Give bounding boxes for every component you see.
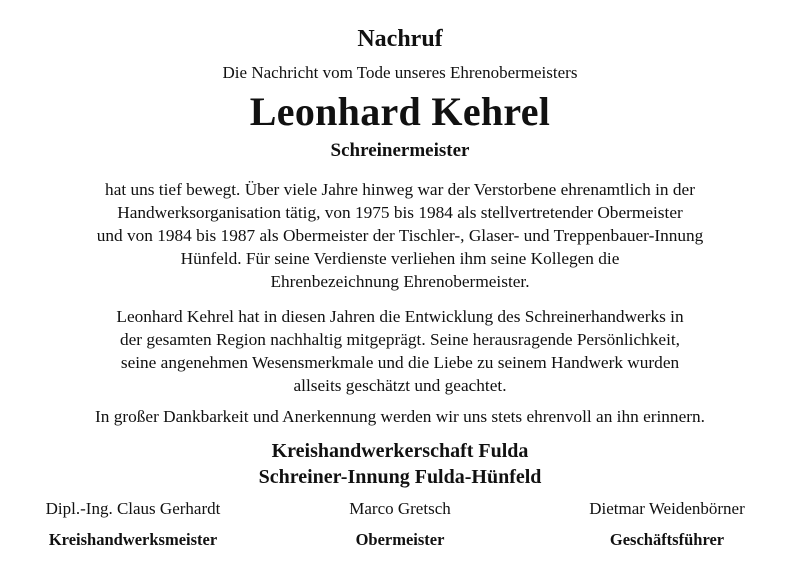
paragraph-tribute (30, 178, 770, 293)
paragraph-line: Hünfeld. Für seine Verdienste verliehen ihm seine Kollegen die (180, 249, 620, 269)
organization-name: Schreiner-Innung Fulda-Hünfeld (258, 466, 542, 488)
signatory-role: Kreishandwerksmeister (48, 530, 218, 549)
paragraph-line: Handwerksorganisation tätig, von 1975 bis 1984 als stellvertretender Obermeister (117, 203, 683, 223)
paragraph-line: hat uns tief bewegt. Über viele Jahre hinweg war der Verstorbene ehrenamtlich in der (105, 180, 695, 199)
paragraph-line: allseits geschätzt und geachtet. (293, 376, 507, 396)
signatory (534, 498, 800, 551)
deceased-profession: Schreinermeister (330, 140, 470, 161)
paragraph-line: Ehrenbezeichnung Ehrenobermeister. (270, 272, 530, 292)
signatory (267, 498, 533, 551)
signatory-name: Dipl.-Ing. Claus Gerhardt (45, 499, 221, 518)
paragraph-closing (30, 405, 770, 428)
paragraph-line: der gesamten Region nachhaltig mitgeprägt. Seine herausragende Persönlichkeit, (119, 330, 681, 350)
paragraph-line: Leonhard Kehrel hat in diesen Jahren die Entwicklung des Schreinerhandwerks in (116, 307, 684, 326)
deceased-name: Leonhard Kehrel (249, 89, 551, 134)
paragraph-line: und von 1984 bis 1987 als Obermeister der Tischler-, Glaser- und Treppenbauer-Innung (96, 226, 704, 246)
signatory-role: Obermeister (355, 530, 445, 549)
signatory-role: Geschäftsführer (609, 530, 725, 549)
organization-name: Kreishandwerkerschaft Fulda (271, 440, 529, 462)
notice-title: Nachruf (357, 26, 443, 52)
intro-line: Die Nachricht vom Tode unseres Ehrenobermeisters (222, 63, 578, 82)
paragraph-line: seine angenehmen Wesensmerkmale und die Liebe zu seinem Handwerk wurden (120, 353, 680, 373)
signatory-name: Dietmar Weidenbörner (589, 499, 745, 518)
paragraph-legacy (30, 305, 770, 397)
paragraph-line: In großer Dankbarkeit und Anerkennung werden wir uns stets ehrenvoll an ihn erinnern. (95, 407, 705, 426)
signatory (0, 498, 266, 551)
signatory-name: Marco Gretsch (349, 499, 451, 518)
